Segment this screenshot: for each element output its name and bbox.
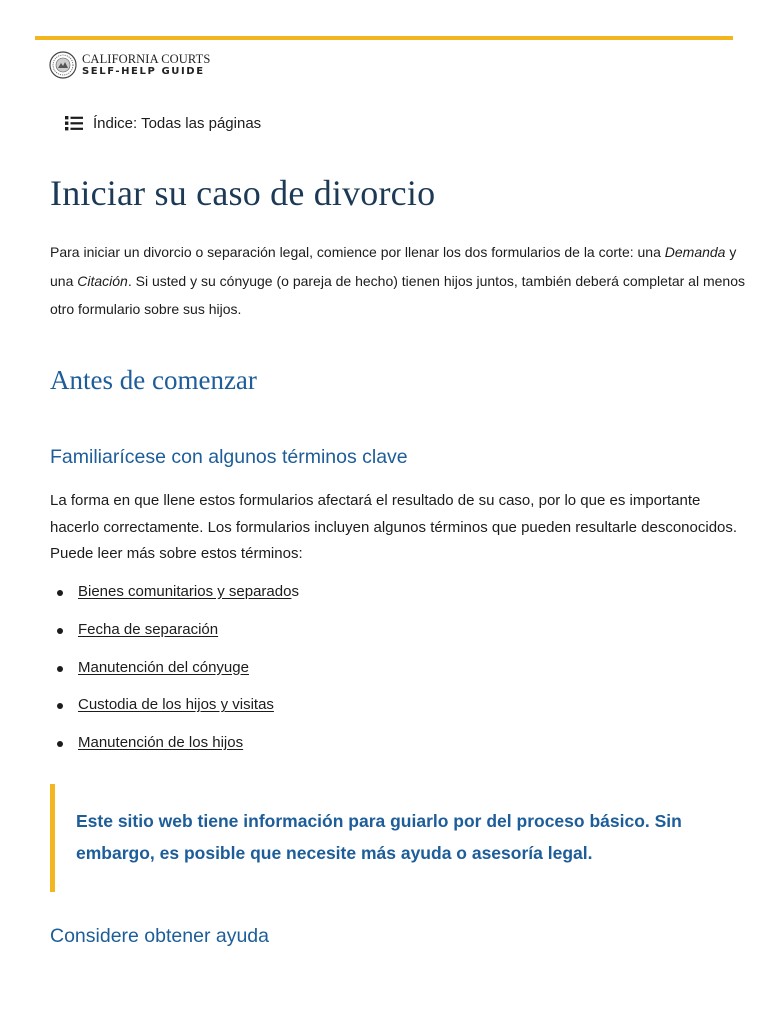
bullet: [57, 590, 63, 596]
term-link-custody-visitation[interactable]: Custodia de los hijos y visitas: [78, 696, 274, 714]
bullet: [57, 741, 63, 747]
key-terms-paragraph: La forma en que llene estos formularios afectará el resultado de su caso, por lo que es importante hacerlo correctamente. Los formularios incluyen algunos términos que pueden resultarle desconocidos. Puede leer más sobre estos términos:: [50, 492, 738, 562]
intro-paragraph: [50, 238, 750, 324]
list-item: [57, 659, 299, 697]
term-suffix: s: [291, 583, 299, 600]
intro-text-1: Para iniciar un divorcio o separación legal, comience por llenar los dos formularios de la corte: una: [50, 244, 665, 260]
top-accent-bar: [35, 36, 733, 40]
list-icon: [64, 113, 84, 133]
logo-subtitle: SELF-HELP GUIDE: [82, 66, 205, 78]
term-link-separation-date[interactable]: Fecha de separación: [78, 620, 219, 638]
page-title: Iniciar su caso de divorcio: [50, 173, 436, 213]
term-link-spousal-support[interactable]: Manutención del cónyuge: [78, 658, 249, 676]
list-item: [57, 734, 299, 772]
callout-text: Este sitio web tiene información para guiarlo por del proceso básico. Sin embargo, es posible que necesite más ayuda o asesoría legal.: [76, 811, 682, 863]
toc-link[interactable]: [64, 113, 261, 133]
list-item: [57, 583, 299, 621]
intro-form-demanda: Demanda: [664, 244, 726, 260]
info-callout: [50, 784, 715, 892]
section-heading-before-starting: Antes de comenzar: [50, 365, 257, 395]
subheading-key-terms: Familiarícese con algunos términos clave: [50, 446, 408, 468]
intro-form-citacion: Citación: [77, 272, 128, 289]
bullet: [57, 628, 63, 634]
bullet: [57, 666, 63, 672]
key-terms-list: [57, 583, 299, 772]
term-link-child-support[interactable]: Manutención de los hijos: [78, 734, 244, 752]
term-link-property[interactable]: Bienes comunitarios y separado: [78, 583, 292, 600]
list-item: [57, 696, 299, 734]
site-logo[interactable]: [49, 51, 210, 79]
subheading-get-help: Considere obtener ayuda: [50, 925, 269, 947]
intro-text-2: y una: [50, 244, 737, 289]
bullet: [57, 703, 63, 709]
list-item: [57, 621, 299, 659]
california-seal-icon: [49, 51, 77, 79]
logo-title: CALIFORNIA COURTS: [82, 51, 211, 66]
intro-text-3: . Si usted y su cónyuge (o pareja de hecho) tienen hijos juntos, también deberá completar al menos otro formulario sobre sus hijos.: [50, 272, 745, 317]
toc-label: Índice: Todas las páginas: [93, 114, 262, 132]
